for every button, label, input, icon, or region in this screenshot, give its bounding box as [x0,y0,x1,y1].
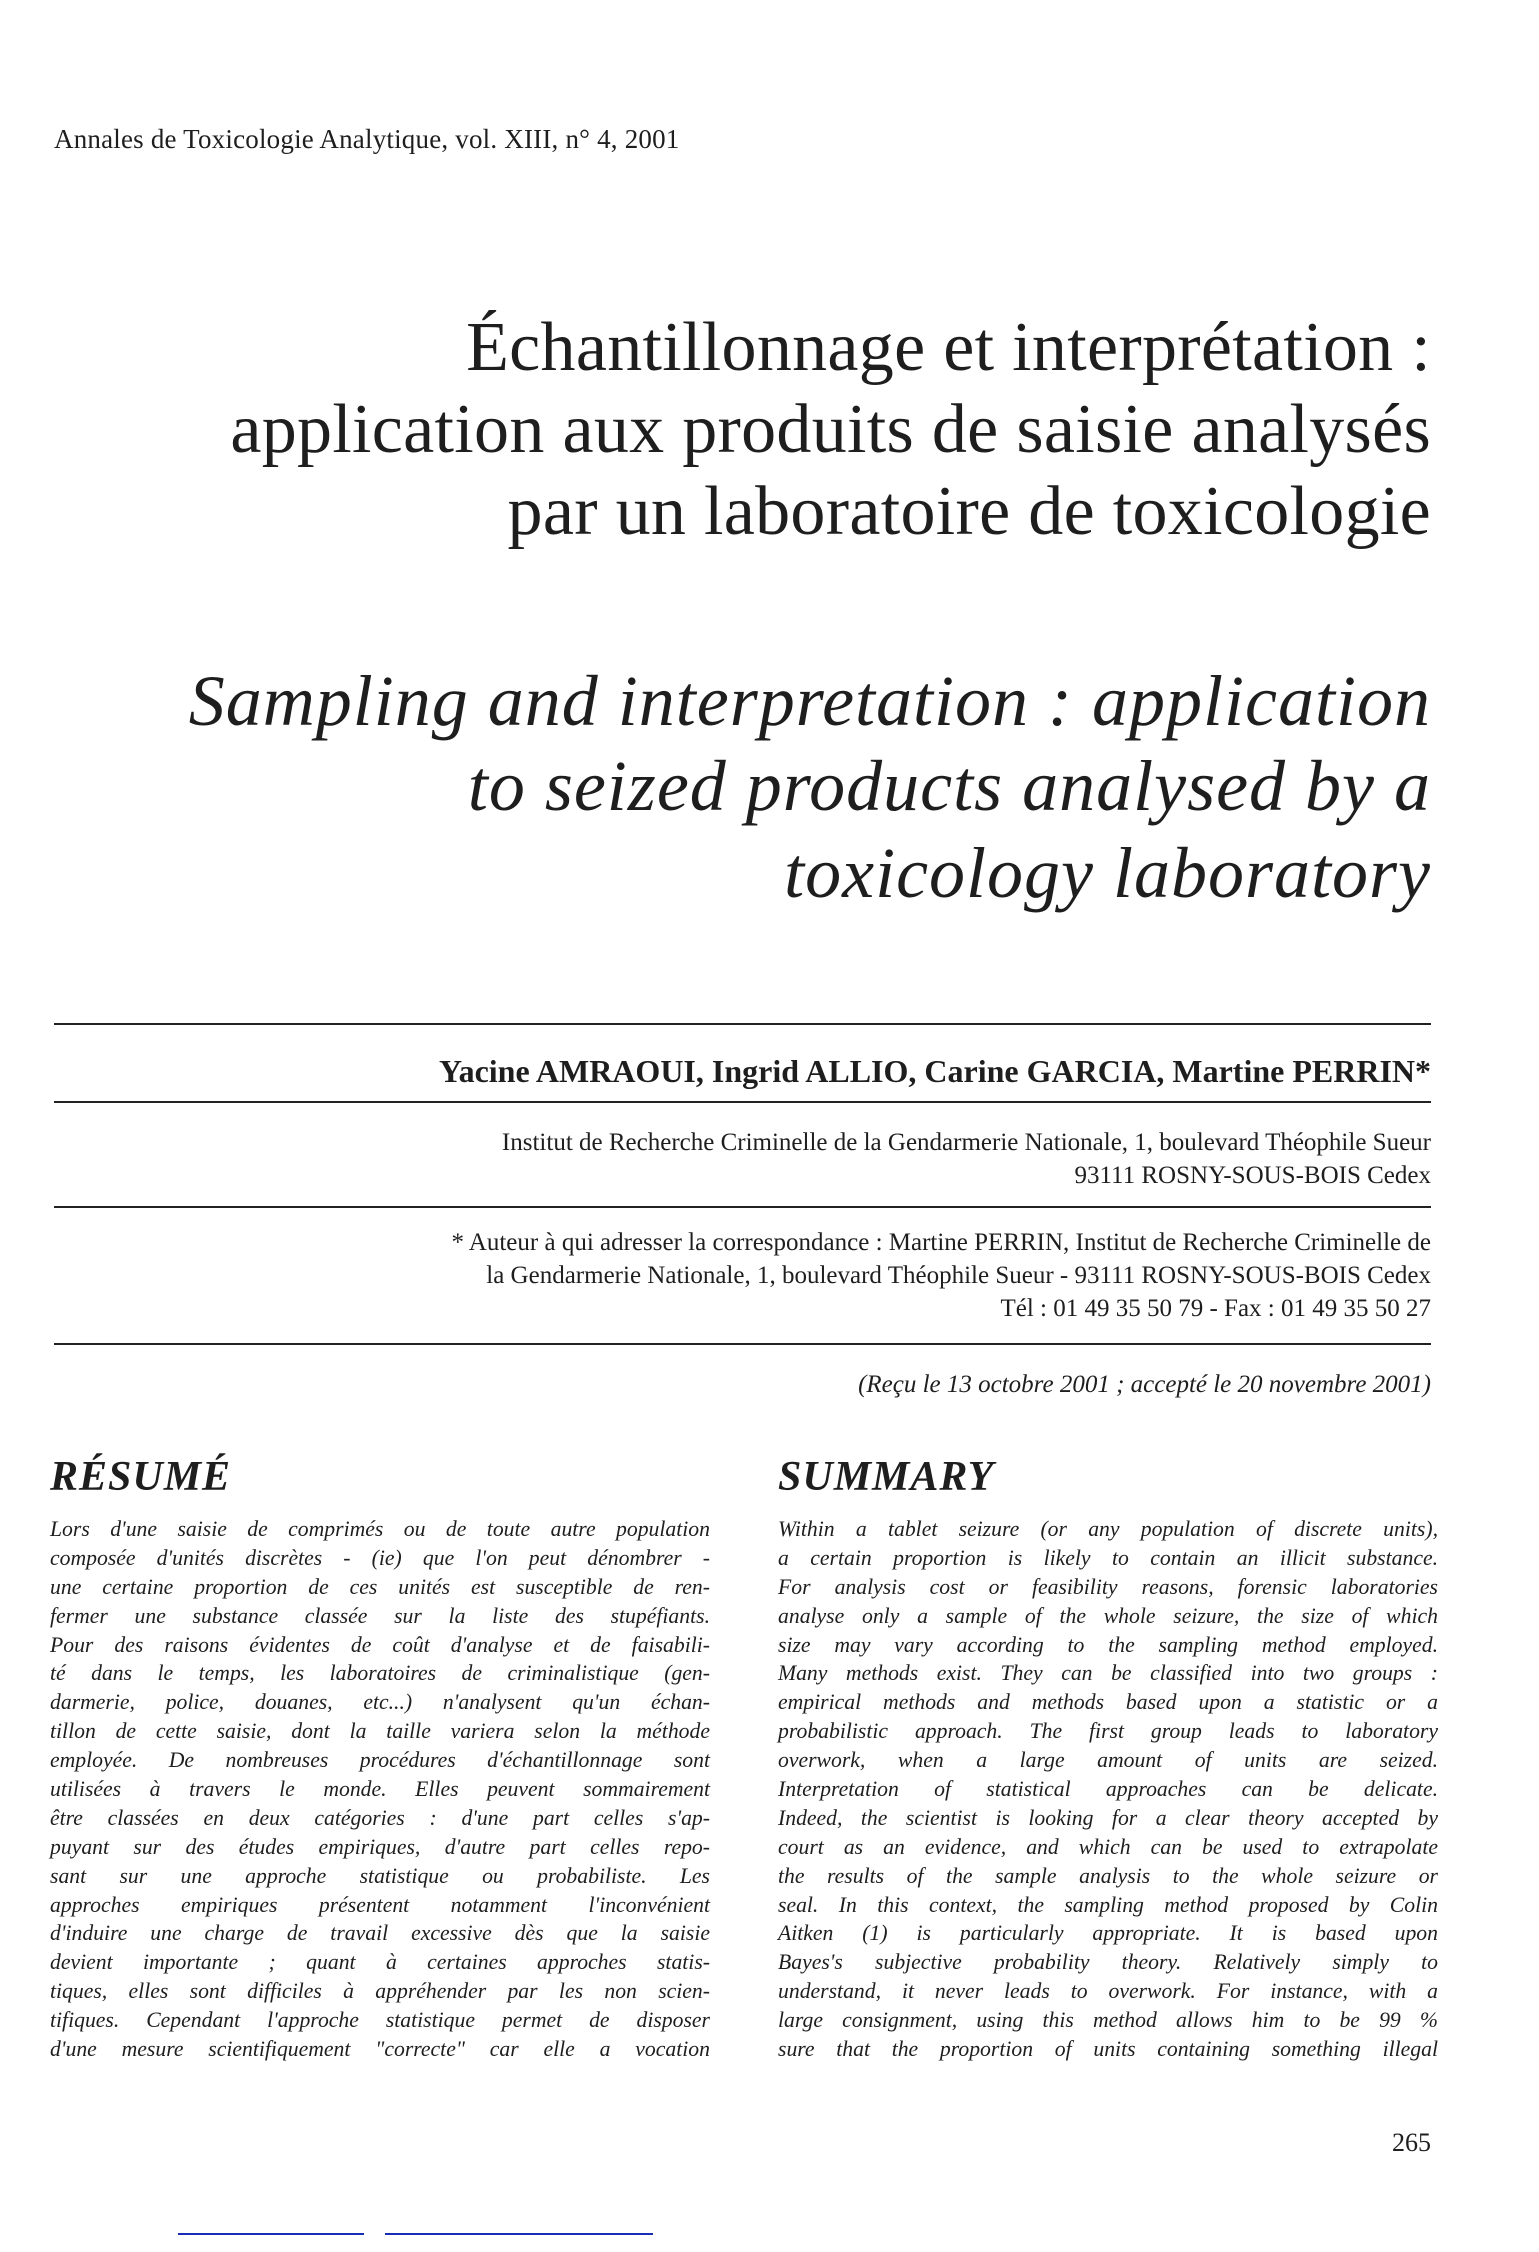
resume-line: Pour des raisons évidentes de coût d'analyse et de faisabili- [50,1632,710,1657]
resume-line: tifiques. Cependant l'approche statistique permet de disposer [50,2008,710,2033]
summary-line: Many methods exist. They can be classified into two groups : [778,1661,1438,1686]
resume-line: une certaine proportion de ces unités est susceptible de ren- [50,1574,710,1599]
summary-line: analyse only a sample of the whole seizure, the size of which [778,1603,1438,1628]
summary-line: empirical methods and methods based upon a statistic or a [778,1690,1438,1715]
title-french-line-2: application aux produits de saisie analysés [230,391,1431,468]
summary-line: overwork, when a large amount of units are seized. [778,1748,1438,1773]
summary-line: court as an evidence, and which can be used to extrapolate [778,1834,1438,1859]
summary-line: seal. In this context, the sampling method proposed by Colin [778,1892,1438,1917]
resume-line: d'une mesure scientifiquement "correcte" car elle a vocation [50,2037,710,2062]
divider-affiliation [54,1206,1431,1208]
affiliation-line-2: 93111 ROSNY-SOUS-BOIS Cedex [1074,1162,1431,1189]
title-english-line-1: Sampling and interpretation : application [188,661,1431,741]
journal-header: Annales de Toxicologie Analytique, vol. XIII, n° 4, 2001 [54,124,680,154]
correspondence-line-1: * Auteur à qui adresser la correspondance : Martine PERRIN, Institut de Recherche Criminelle de [451,1229,1431,1256]
footer-rule-right [385,2233,653,2235]
resume-line: employée. De nombreuses procédures d'échantillonnage sont [50,1748,710,1773]
resume-line: devient importante ; quant à certaines approches statis- [50,1950,710,1975]
resume-heading: RÉSUMÉ [50,1454,232,1500]
summary-line: Aitken (1) is particularly appropriate. It is based upon [778,1921,1438,1946]
summary-line: size may vary according to the sampling method employed. [778,1632,1438,1657]
affiliation-line-1: Institut de Recherche Criminelle de la Gendarmerie Nationale, 1, boulevard Théophile Sueur [501,1129,1431,1156]
resume-line: puyant sur des études empiriques, d'autre part celles repo- [50,1834,710,1859]
summary-line: probabilistic approach. The first group leads to laboratory [778,1719,1438,1744]
summary-heading: SUMMARY [778,1454,995,1500]
divider-top [54,1023,1431,1025]
summary-line: For analysis cost or feasibility reasons, forensic laboratories [778,1574,1438,1599]
resume-line: sant sur une approche statistique ou probabiliste. Les [50,1863,710,1888]
resume-line: composée d'unités discrètes - (ie) que l'on peut dénombrer - [50,1545,710,1570]
resume-line: fermer une substance classée sur la liste des stupéfiants. [50,1603,710,1628]
title-french-line-3: par un laboratoire de toxicologie [507,473,1431,550]
resume-line: approches empiriques présentent notamment l'inconvénient [50,1892,710,1917]
resume-line: d'induire une charge de travail excessive dès que la saisie [50,1921,710,1946]
resume-line: Lors d'une saisie de comprimés ou de toute autre population [50,1517,710,1541]
page-number: 265 [1392,2128,1431,2157]
divider-correspondence [54,1343,1431,1345]
resume-body [50,1515,710,2064]
resume-line: tiques, elles sont difficiles à appréhender par les non scien- [50,1979,710,2004]
correspondence-line-2: la Gendarmerie Nationale, 1, boulevard Théophile Sueur - 93111 ROSNY-SOUS-BOIS Cedex [486,1262,1431,1289]
summary-line: Within a tablet seizure (or any population of discrete units), [778,1517,1438,1541]
footer-rule-left [178,2233,364,2235]
summary-line: Bayes's subjective probability theory. Relatively simply to [778,1950,1438,1975]
summary-line: a certain proportion is likely to contain an illicit substance. [778,1545,1438,1570]
summary-line: Interpretation of statistical approaches can be delicate. [778,1777,1438,1802]
summary-line: large consignment, using this method allows him to be 99 % [778,2008,1438,2033]
resume-line: té dans le temps, les laboratoires de criminalistique (gen- [50,1661,710,1686]
summary-line: understand, it never leads to overwork. For instance, with a [778,1979,1438,2004]
summary-line: sure that the proportion of units containing something illegal [778,2037,1438,2062]
title-french-line-1: Échantillonnage et interprétation : [466,309,1431,386]
author-list: Yacine AMRAOUI, Ingrid ALLIO, Carine GARCIA, Martine PERRIN* [439,1053,1431,1089]
correspondence-line-3: Tél : 01 49 35 50 79 - Fax : 01 49 35 50 27 [1000,1295,1431,1322]
divider-authors [54,1101,1431,1103]
title-english-line-2: to seized products analysed by a [467,746,1431,826]
title-english-line-3: toxicology laboratory [784,833,1431,913]
received-dates: (Reçu le 13 octobre 2001 ; accepté le 20 novembre 2001) [858,1371,1431,1398]
resume-line: utilisées à travers le monde. Elles peuvent sommairement [50,1777,710,1802]
resume-line: être classées en deux catégories : d'une part celles s'ap- [50,1805,710,1830]
resume-line: tillon de cette saisie, dont la taille variera selon la méthode [50,1719,710,1744]
summary-body [778,1515,1438,2064]
resume-line: darmerie, police, douanes, etc...) n'analysent qu'un échan- [50,1690,710,1715]
summary-line: Indeed, the scientist is looking for a clear theory accepted by [778,1805,1438,1830]
summary-line: the results of the sample analysis to the whole seizure or [778,1863,1438,1888]
